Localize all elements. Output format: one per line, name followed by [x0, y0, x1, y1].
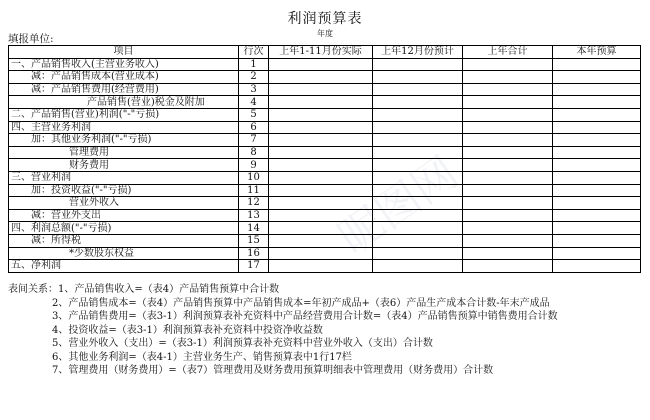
- row-no: 2: [239, 71, 269, 84]
- note-line: 4、投资收益=（表3-1）利润预算表补充资料中投资净收益数: [52, 324, 323, 336]
- watermark: 昵图网: [329, 146, 468, 265]
- cell-prev-dec-estimate[interactable]: [373, 171, 463, 184]
- cell-this-year-budget[interactable]: [553, 234, 641, 247]
- cell-prev-dec-estimate[interactable]: [373, 159, 463, 172]
- cell-prev-total[interactable]: [463, 159, 553, 172]
- row-no: 16: [239, 247, 269, 260]
- header-prev-dec-estimate: 上年12月份预计: [373, 46, 463, 59]
- cell-prev-total[interactable]: [463, 209, 553, 222]
- cell-this-year-budget[interactable]: [553, 83, 641, 96]
- row-no: 7: [239, 134, 269, 147]
- row-no: 6: [239, 121, 269, 134]
- table-row: [9, 58, 641, 71]
- cell-this-year-budget[interactable]: [553, 121, 641, 134]
- cell-prev-total[interactable]: [463, 247, 553, 260]
- cell-prev-total[interactable]: [463, 184, 553, 197]
- cell-prev-dec-estimate[interactable]: [373, 96, 463, 109]
- cell-prev-total[interactable]: [463, 260, 553, 273]
- row-item: 营业外收入: [9, 197, 239, 210]
- cell-prev-total[interactable]: [463, 58, 553, 71]
- cell-prev-actual[interactable]: [269, 71, 373, 84]
- cell-prev-total[interactable]: [463, 134, 553, 147]
- row-no: 9: [239, 159, 269, 172]
- cell-prev-dec-estimate[interactable]: [373, 234, 463, 247]
- cell-prev-dec-estimate[interactable]: [373, 71, 463, 84]
- year-label: 年度: [317, 29, 333, 38]
- cell-prev-dec-estimate[interactable]: [373, 58, 463, 71]
- cell-prev-actual[interactable]: [269, 234, 373, 247]
- table-row: [9, 171, 641, 184]
- note-line: 7、管理费用（财务费用）=（表7）管理费用及财务费用预算明细表中管理费用（财务费用）合计数: [52, 365, 494, 376]
- row-item: 减：所得税: [9, 234, 239, 247]
- row-no: 11: [239, 184, 269, 197]
- cell-this-year-budget[interactable]: [553, 71, 641, 84]
- table-row: [9, 159, 641, 172]
- row-item: *少数股东权益: [9, 247, 239, 260]
- row-item: 加：其他业务利润("-"亏损): [9, 134, 239, 147]
- table-row: [9, 121, 641, 134]
- unit-label: 填报单位:: [8, 33, 54, 45]
- table-row: [9, 146, 641, 159]
- cell-prev-actual[interactable]: [269, 134, 373, 147]
- table-row: [9, 209, 641, 222]
- row-no: 3: [239, 83, 269, 96]
- row-no: 8: [239, 146, 269, 159]
- row-item: 减：产品销售成本(营业成本): [9, 71, 239, 84]
- cell-prev-dec-estimate[interactable]: [373, 83, 463, 96]
- row-item: 四、主营业务利润: [9, 121, 239, 134]
- header-this-year-budget: 本年预算: [553, 46, 641, 59]
- cell-this-year-budget[interactable]: [553, 134, 641, 147]
- cell-this-year-budget[interactable]: [553, 96, 641, 109]
- row-item: 二、产品销售(营业)利润("-"亏损): [9, 108, 239, 121]
- header-row-no: 行次: [239, 46, 269, 59]
- row-item: 管理费用: [9, 146, 239, 159]
- table-row: [9, 222, 641, 235]
- cell-prev-actual[interactable]: [269, 197, 373, 210]
- table-row: [9, 234, 641, 247]
- cell-prev-total[interactable]: [463, 197, 553, 210]
- row-item: 产品销售(营业)税金及附加: [9, 96, 239, 109]
- cell-prev-actual[interactable]: [269, 146, 373, 159]
- row-no: 4: [239, 96, 269, 109]
- cell-prev-dec-estimate[interactable]: [373, 247, 463, 260]
- cell-prev-actual[interactable]: [269, 108, 373, 121]
- cell-prev-dec-estimate[interactable]: [373, 146, 463, 159]
- cell-prev-dec-estimate[interactable]: [373, 108, 463, 121]
- row-no: 5: [239, 108, 269, 121]
- cell-prev-total[interactable]: [463, 146, 553, 159]
- relations-notes: [8, 283, 644, 378]
- cell-prev-actual[interactable]: [269, 171, 373, 184]
- cell-prev-total[interactable]: [463, 108, 553, 121]
- row-no: 15: [239, 234, 269, 247]
- row-item: 减：产品销售费用(经营费用): [9, 83, 239, 96]
- row-item: 减：营业外支出: [9, 209, 239, 222]
- note-line: 表间关系：1、产品销售收入=（表4）产品销售预算中合计数: [8, 284, 280, 295]
- cell-this-year-budget[interactable]: [553, 260, 641, 273]
- table-row: [9, 108, 641, 121]
- budget-table: [8, 45, 641, 273]
- row-no: 13: [239, 209, 269, 222]
- row-no: 12: [239, 197, 269, 210]
- cell-this-year-budget[interactable]: [553, 209, 641, 222]
- cell-prev-total[interactable]: [463, 96, 553, 109]
- cell-prev-actual[interactable]: [269, 222, 373, 235]
- row-item: 财务费用: [9, 159, 239, 172]
- cell-this-year-budget[interactable]: [553, 108, 641, 121]
- cell-prev-dec-estimate[interactable]: [373, 209, 463, 222]
- cell-prev-total[interactable]: [463, 171, 553, 184]
- page-title: 利润预算表: [287, 11, 363, 27]
- note-line: 2、产品销售成本=（表4）产品销售预算中产品销售成本=年初产成品+（表6）产品生产成本合计数-年末产成品: [52, 297, 550, 309]
- note-line: 6、其他业务利润=（表4-1）主营业务生产、销售预算表中1行17栏: [52, 351, 352, 363]
- header-row: [9, 46, 641, 59]
- cell-this-year-budget[interactable]: [553, 222, 641, 235]
- cell-prev-dec-estimate[interactable]: [373, 260, 463, 273]
- cell-this-year-budget[interactable]: [553, 58, 641, 71]
- cell-this-year-budget[interactable]: [553, 247, 641, 260]
- row-no: 10: [239, 171, 269, 184]
- header-prev-actual: 上年1-11月份实际: [269, 46, 373, 59]
- table-row: [9, 184, 641, 197]
- cell-prev-actual[interactable]: [269, 159, 373, 172]
- cell-prev-actual[interactable]: [269, 58, 373, 71]
- cell-this-year-budget[interactable]: [553, 197, 641, 210]
- row-no: 14: [239, 222, 269, 235]
- cell-prev-actual[interactable]: [269, 96, 373, 109]
- cell-prev-actual[interactable]: [269, 83, 373, 96]
- cell-prev-total[interactable]: [463, 222, 553, 235]
- row-item: 三、营业利润: [9, 171, 239, 184]
- cell-this-year-budget[interactable]: [553, 184, 641, 197]
- table-row: [9, 134, 641, 147]
- table-row: [9, 247, 641, 260]
- cell-prev-actual[interactable]: [269, 209, 373, 222]
- cell-prev-dec-estimate[interactable]: [373, 184, 463, 197]
- row-item: 一、产品销售收入(主营业务收入): [9, 58, 239, 71]
- cell-this-year-budget[interactable]: [553, 159, 641, 172]
- row-no: 1: [239, 58, 269, 71]
- cell-prev-actual[interactable]: [269, 260, 373, 273]
- cell-prev-total[interactable]: [463, 234, 553, 247]
- cell-prev-dec-estimate[interactable]: [373, 121, 463, 134]
- cell-prev-total[interactable]: [463, 121, 553, 134]
- cell-prev-actual[interactable]: [269, 247, 373, 260]
- cell-prev-dec-estimate[interactable]: [373, 134, 463, 147]
- table-row: [9, 197, 641, 210]
- row-item: 加：投资收益("-"亏损): [9, 184, 239, 197]
- cell-prev-actual[interactable]: [269, 121, 373, 134]
- row-item: 四、利润总额("-"亏损): [9, 222, 239, 235]
- row-no: 17: [239, 260, 269, 273]
- table-row: [9, 96, 641, 109]
- table-row: [9, 71, 641, 84]
- note-line: 3、产品销售费用=（表3-1）利润预算表补充资料中产品经营费用合计数=（表4）产品销售预算中销售费用合计数: [52, 311, 558, 322]
- cell-prev-total[interactable]: [463, 83, 553, 96]
- cell-prev-dec-estimate[interactable]: [373, 197, 463, 210]
- table-row: [9, 83, 641, 96]
- header-prev-total: 上年合计: [463, 46, 553, 59]
- cell-prev-actual[interactable]: [269, 184, 373, 197]
- table-row: [9, 260, 641, 273]
- cell-prev-dec-estimate[interactable]: [373, 222, 463, 235]
- note-line: 5、营业外收入（支出）=（表3-1）利润预算表补充资料中营业外收入（支出）合计数: [52, 338, 433, 349]
- cell-prev-total[interactable]: [463, 71, 553, 84]
- cell-this-year-budget[interactable]: [553, 171, 641, 184]
- row-item: 五、净利润: [9, 260, 239, 273]
- header-item: 项目: [9, 46, 239, 59]
- cell-this-year-budget[interactable]: [553, 146, 641, 159]
